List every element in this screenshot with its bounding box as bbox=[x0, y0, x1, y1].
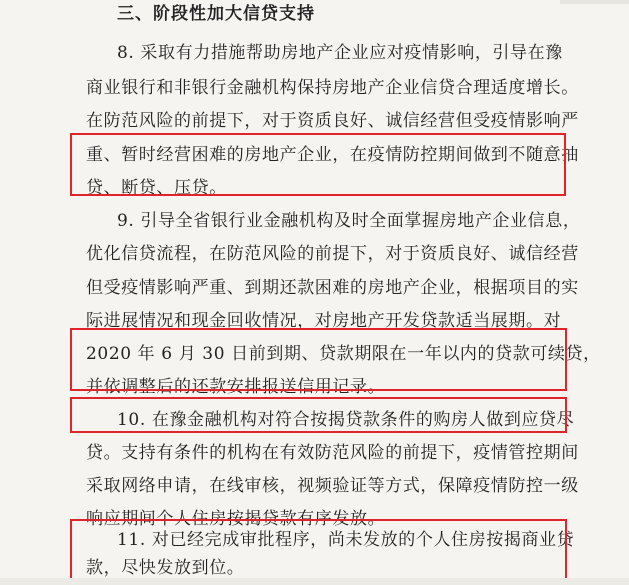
highlight-box-p9 bbox=[70, 328, 567, 391]
paragraph-8-line-5: 贷、断贷、压贷。 bbox=[86, 178, 227, 198]
paragraph-9-line-2: 优化信贷流程，在防范风险的前提下，对于资质良好、诚信经营 bbox=[86, 244, 579, 264]
paragraph-9-line-5: 2020 年 6 月 30 日前到期、贷款期限在一年以内的贷款可续贷， bbox=[86, 344, 601, 364]
highlight-box-p8 bbox=[70, 133, 566, 196]
paragraph-9-line-4: 际进展情况和现金回收情况，对房地产开发贷款适当展期。对 bbox=[86, 311, 562, 331]
paragraph-11-line-2: 款，尽快发放到位。 bbox=[86, 558, 245, 578]
paragraph-11-line-1: 11. 对已经完成审批程序，尚未发放的个人住房按揭商业贷 bbox=[117, 530, 575, 550]
section-heading: 三、阶段性加大信贷支持 bbox=[117, 4, 315, 24]
paragraph-8-line-2: 商业银行和非银行金融机构保持房地产企业信贷合理适度增长。 bbox=[86, 78, 579, 98]
paragraph-8-line-4: 重、暂时经营困难的房地产企业，在疫情防控期间做到不随意抽 bbox=[86, 145, 579, 165]
page-bottom-edge bbox=[0, 578, 629, 585]
paragraph-10-line-1: 10. 在豫金融机构对符合按揭贷款条件的购房人做到应贷尽 bbox=[117, 410, 575, 430]
highlight-box-p10 bbox=[70, 397, 567, 433]
highlight-box-p11 bbox=[70, 519, 567, 581]
paragraph-9-line-6: 并依调整后的还款安排报送信用记录。 bbox=[86, 377, 386, 397]
paragraph-10-line-3: 采取网络申请，在线审核，视频验证等方式，保障疫情防控一级 bbox=[86, 476, 579, 496]
paragraph-10-line-2: 贷。支持有条件的机构在有效防范风险的前提下，疫情管控期间 bbox=[86, 443, 579, 463]
paragraph-8-line-1: 8. 采取有力措施帮助房地产企业应对疫情影响，引导在豫 bbox=[117, 43, 563, 63]
paragraph-10-line-4: 响应期间个人住房按揭贷款有序发放。 bbox=[86, 509, 386, 529]
paragraph-8-line-3: 在防范风险的前提下，对于资质良好、诚信经营但受疫情影响严 bbox=[86, 111, 579, 131]
paragraph-9-line-3: 但受疫情影响严重、到期还款困难的房地产企业，根据项目的实 bbox=[86, 278, 579, 298]
paragraph-9-line-1: 9. 引导全省银行业金融机构及时全面掌握房地产企业信息， bbox=[117, 211, 581, 231]
